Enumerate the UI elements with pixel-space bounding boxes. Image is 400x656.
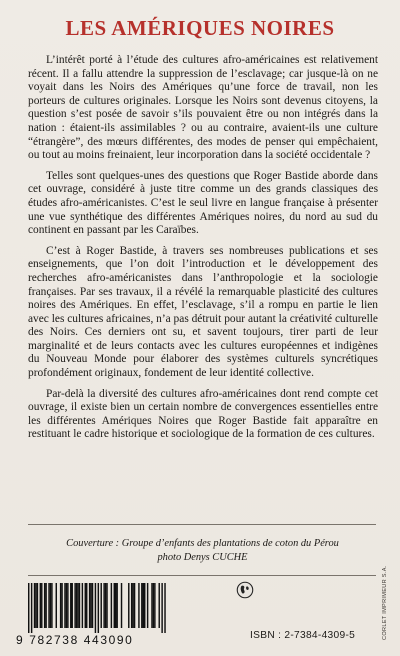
paragraph-1: L’intérêt porté à l’étude des cultures afro-américaines est relativement récent. Il a fallu attendre la suppression de l’esclavage; car jusque-là on ne voyait dans les Noirs des Amériques qu’une force de travail, non les porteurs de cultures originales. Lorsque les Noirs sont devenus citoyens, la question s’est posée de savoir s’ils pouvaient être ou non intégrés dans la nation : étaient-ils assimilables ? ou au contraire, avaient-ils une culture “étrangère”, des mœurs différentes, des modes de penser qui empêchaient, ou tout au moins freinaient, leur incorporation dans la société occidentale ? xyxy=(28,54,378,162)
globe-logo-icon xyxy=(236,581,254,599)
isbn-number: ISBN : 2-7384-4309-5 xyxy=(250,630,356,641)
divider-top xyxy=(28,524,376,525)
cover-credit xyxy=(30,537,375,565)
cover-credit-line-2: photo Denys CUCHE xyxy=(157,552,248,563)
barcode-bars xyxy=(16,583,170,635)
printer-mark: CORLET IMPRIMEUR S.A. xyxy=(382,565,388,640)
divider-bottom xyxy=(28,575,376,576)
cover-credit-line-1: Couverture : Groupe d’enfants des plantations de coton du Pérou xyxy=(66,538,339,549)
paragraph-2: Telles sont quelques-unes des questions que Roger Bastide aborde dans cet ouvrage, considéré à juste titre comme un des grands classiques des études afro-américanistes. C’est le seul livre en langue française à présenter une vue synthétique des différentes Amériques noires, du nord au sud du continent en passant par les Caraïbes. xyxy=(28,169,378,237)
paragraph-3: C’est à Roger Bastide, à travers ses nombreuses publications et ses enseignements, que l’on doit l’introduction et le développement des recherches afro-américanistes dans l’anthropologie et la sociologie françaises. Par ses travaux, il a révélé la remarquable plasticité des cultures noires des Amériques. En effet, l’esclavage, s’il a rompu en partie le lien avec les cultures africaines, n’a pas détruit pour autant la créativité culturelle des Noirs. Ces derniers ont su, et savent toujours, tirer parti de leur marginalité et de leurs contacts avec les cultures européennes et indigènes du Nouveau Monde pour élaborer des systèmes culturels syncrétiques profondément originaux, fondement de leur identité collective. xyxy=(28,244,378,380)
barcode-digits: 9 782738 443090 xyxy=(16,633,134,647)
book-title: LES AMÉRIQUES NOIRES xyxy=(65,16,335,40)
paragraph-4: Par-delà la diversité des cultures afro-américaines dont rend compte cet ouvrage, il existe bien un certain nombre de convergences essentielles entre les différentes Amériques Noires que Roger Bastide fait apparaître en restituant le cadre historique et sociologique de la formation de ces cultures. xyxy=(28,387,378,441)
blurb-text xyxy=(28,54,378,449)
barcode xyxy=(16,583,170,647)
